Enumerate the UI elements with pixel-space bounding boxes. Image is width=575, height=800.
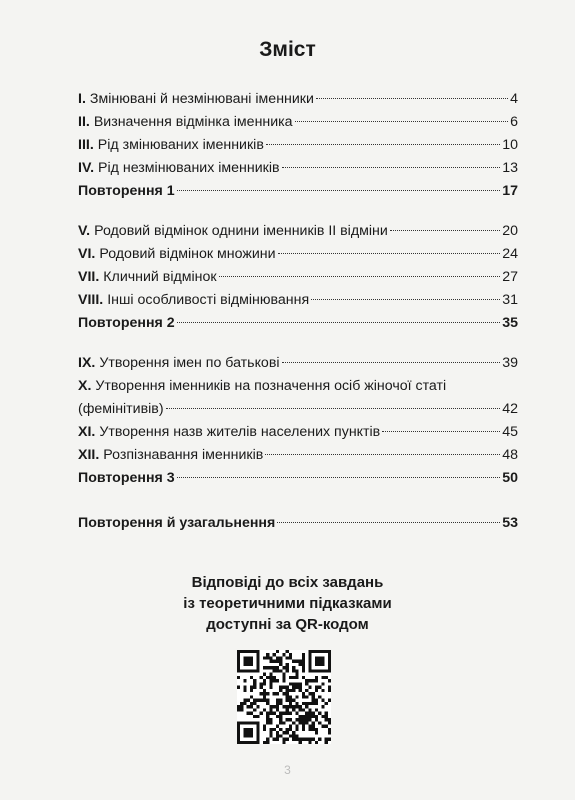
toc-entry-label: Визначення відмінка іменника	[93, 114, 293, 130]
toc-entry-label: Повторення 1	[78, 183, 175, 199]
toc-entry-label: Розпізнавання іменників	[103, 447, 264, 463]
toc-entry-page: 39	[502, 355, 518, 371]
toc-entry[interactable]	[78, 375, 518, 398]
dot-leader	[177, 477, 501, 478]
toc-entry-label: Родовий відмінок однини іменників ІІ відміни	[94, 223, 388, 239]
answers-note	[0, 572, 575, 635]
toc-entry-page: 13	[502, 160, 518, 176]
toc-entry-page: 17	[502, 183, 518, 199]
table-of-contents	[78, 88, 518, 535]
toc-entry-page: 24	[502, 246, 518, 262]
toc-entry-number: VII.	[78, 269, 100, 285]
dot-leader	[177, 190, 501, 191]
toc-entry-label: Утворення іменників на позначення осіб жіночої статі	[95, 378, 447, 394]
toc-entry-number: I.	[78, 91, 86, 107]
toc-entry-label: Родовий відмінок множини	[99, 246, 276, 262]
toc-entry-page: 45	[502, 424, 518, 440]
dot-leader	[277, 522, 500, 523]
toc-entry-number: VIII.	[78, 292, 104, 308]
page-title: Зміст	[259, 38, 316, 61]
toc-entry-label: Утворення назв жителів населених пунктів	[99, 424, 381, 440]
toc-entry-number: XII.	[78, 447, 100, 463]
toc-entry-number: III.	[78, 137, 94, 153]
toc-entry[interactable]	[78, 266, 518, 289]
dot-leader	[166, 408, 501, 409]
toc-entry[interactable]	[78, 220, 518, 243]
dot-leader	[390, 230, 500, 231]
toc-entry-label: Кличний відмінок	[103, 269, 217, 285]
toc-entry[interactable]	[78, 421, 518, 444]
toc-entry-label-continued: (фемінітивів)	[78, 401, 164, 417]
dot-leader	[266, 144, 500, 145]
dot-leader	[177, 322, 501, 323]
qr-code-icon[interactable]	[237, 650, 331, 744]
dot-leader	[295, 121, 509, 122]
toc-entry-final-review[interactable]	[78, 512, 518, 535]
dot-leader	[282, 167, 501, 168]
toc-entry-number: X.	[78, 378, 92, 394]
dot-leader	[219, 276, 501, 277]
dot-leader	[382, 431, 500, 432]
toc-entry-number: IV.	[78, 160, 95, 176]
dot-leader	[278, 253, 501, 254]
toc-entry[interactable]	[78, 352, 518, 375]
answers-note-line: Відповіді до всіх завдань	[191, 574, 384, 591]
toc-entry-review[interactable]	[78, 467, 518, 490]
toc-entry-page: 31	[502, 292, 518, 308]
toc-entry-page: 10	[502, 137, 518, 153]
toc-entry-label: Змінювані й незмінювані іменники	[89, 91, 314, 107]
answers-note-line: із теоретичними підказками	[183, 595, 392, 612]
toc-entry-label: Рід незмінюваних іменників	[98, 160, 280, 176]
toc-entry[interactable]	[78, 444, 518, 467]
dot-leader	[282, 362, 501, 363]
toc-entry-number: XI.	[78, 424, 96, 440]
toc-entry-page: 48	[502, 447, 518, 463]
answers-note-line: доступні за QR-кодом	[206, 616, 369, 633]
toc-entry[interactable]	[78, 289, 518, 312]
toc-entry-review[interactable]	[78, 180, 518, 203]
toc-entry-label: Інші особливості відмінювання	[107, 292, 310, 308]
toc-entry-page: 53	[502, 515, 518, 531]
toc-entry[interactable]	[78, 243, 518, 266]
dot-leader	[316, 98, 508, 99]
toc-entry-continued[interactable]	[78, 398, 518, 421]
toc-entry[interactable]	[78, 157, 518, 180]
toc-entry-number: V.	[78, 223, 91, 239]
dot-leader	[265, 454, 500, 455]
toc-entry-label: Утворення імен по батькові	[99, 355, 280, 371]
toc-entry-review[interactable]	[78, 312, 518, 335]
toc-entry-page: 27	[502, 269, 518, 285]
toc-entry-page: 4	[510, 91, 518, 107]
page-number: 3	[284, 763, 291, 777]
toc-entry-page: 35	[502, 315, 518, 331]
toc-entry-page: 6	[510, 114, 518, 130]
toc-entry-page: 42	[502, 401, 518, 417]
toc-entry-label: Повторення й узагальнення	[78, 515, 276, 531]
toc-entry-number: IX.	[78, 355, 96, 371]
toc-entry-number: VI.	[78, 246, 96, 262]
toc-entry[interactable]	[78, 88, 518, 111]
toc-entry[interactable]	[78, 111, 518, 134]
toc-entry-label: Рід змінюваних іменників	[97, 137, 264, 153]
toc-entry-number: II.	[78, 114, 90, 130]
dot-leader	[311, 299, 500, 300]
toc-entry-label: Повторення 3	[78, 470, 175, 486]
toc-entry-page: 20	[502, 223, 518, 239]
toc-entry-label: Повторення 2	[78, 315, 175, 331]
toc-entry[interactable]	[78, 134, 518, 157]
toc-entry-page: 50	[502, 470, 518, 486]
